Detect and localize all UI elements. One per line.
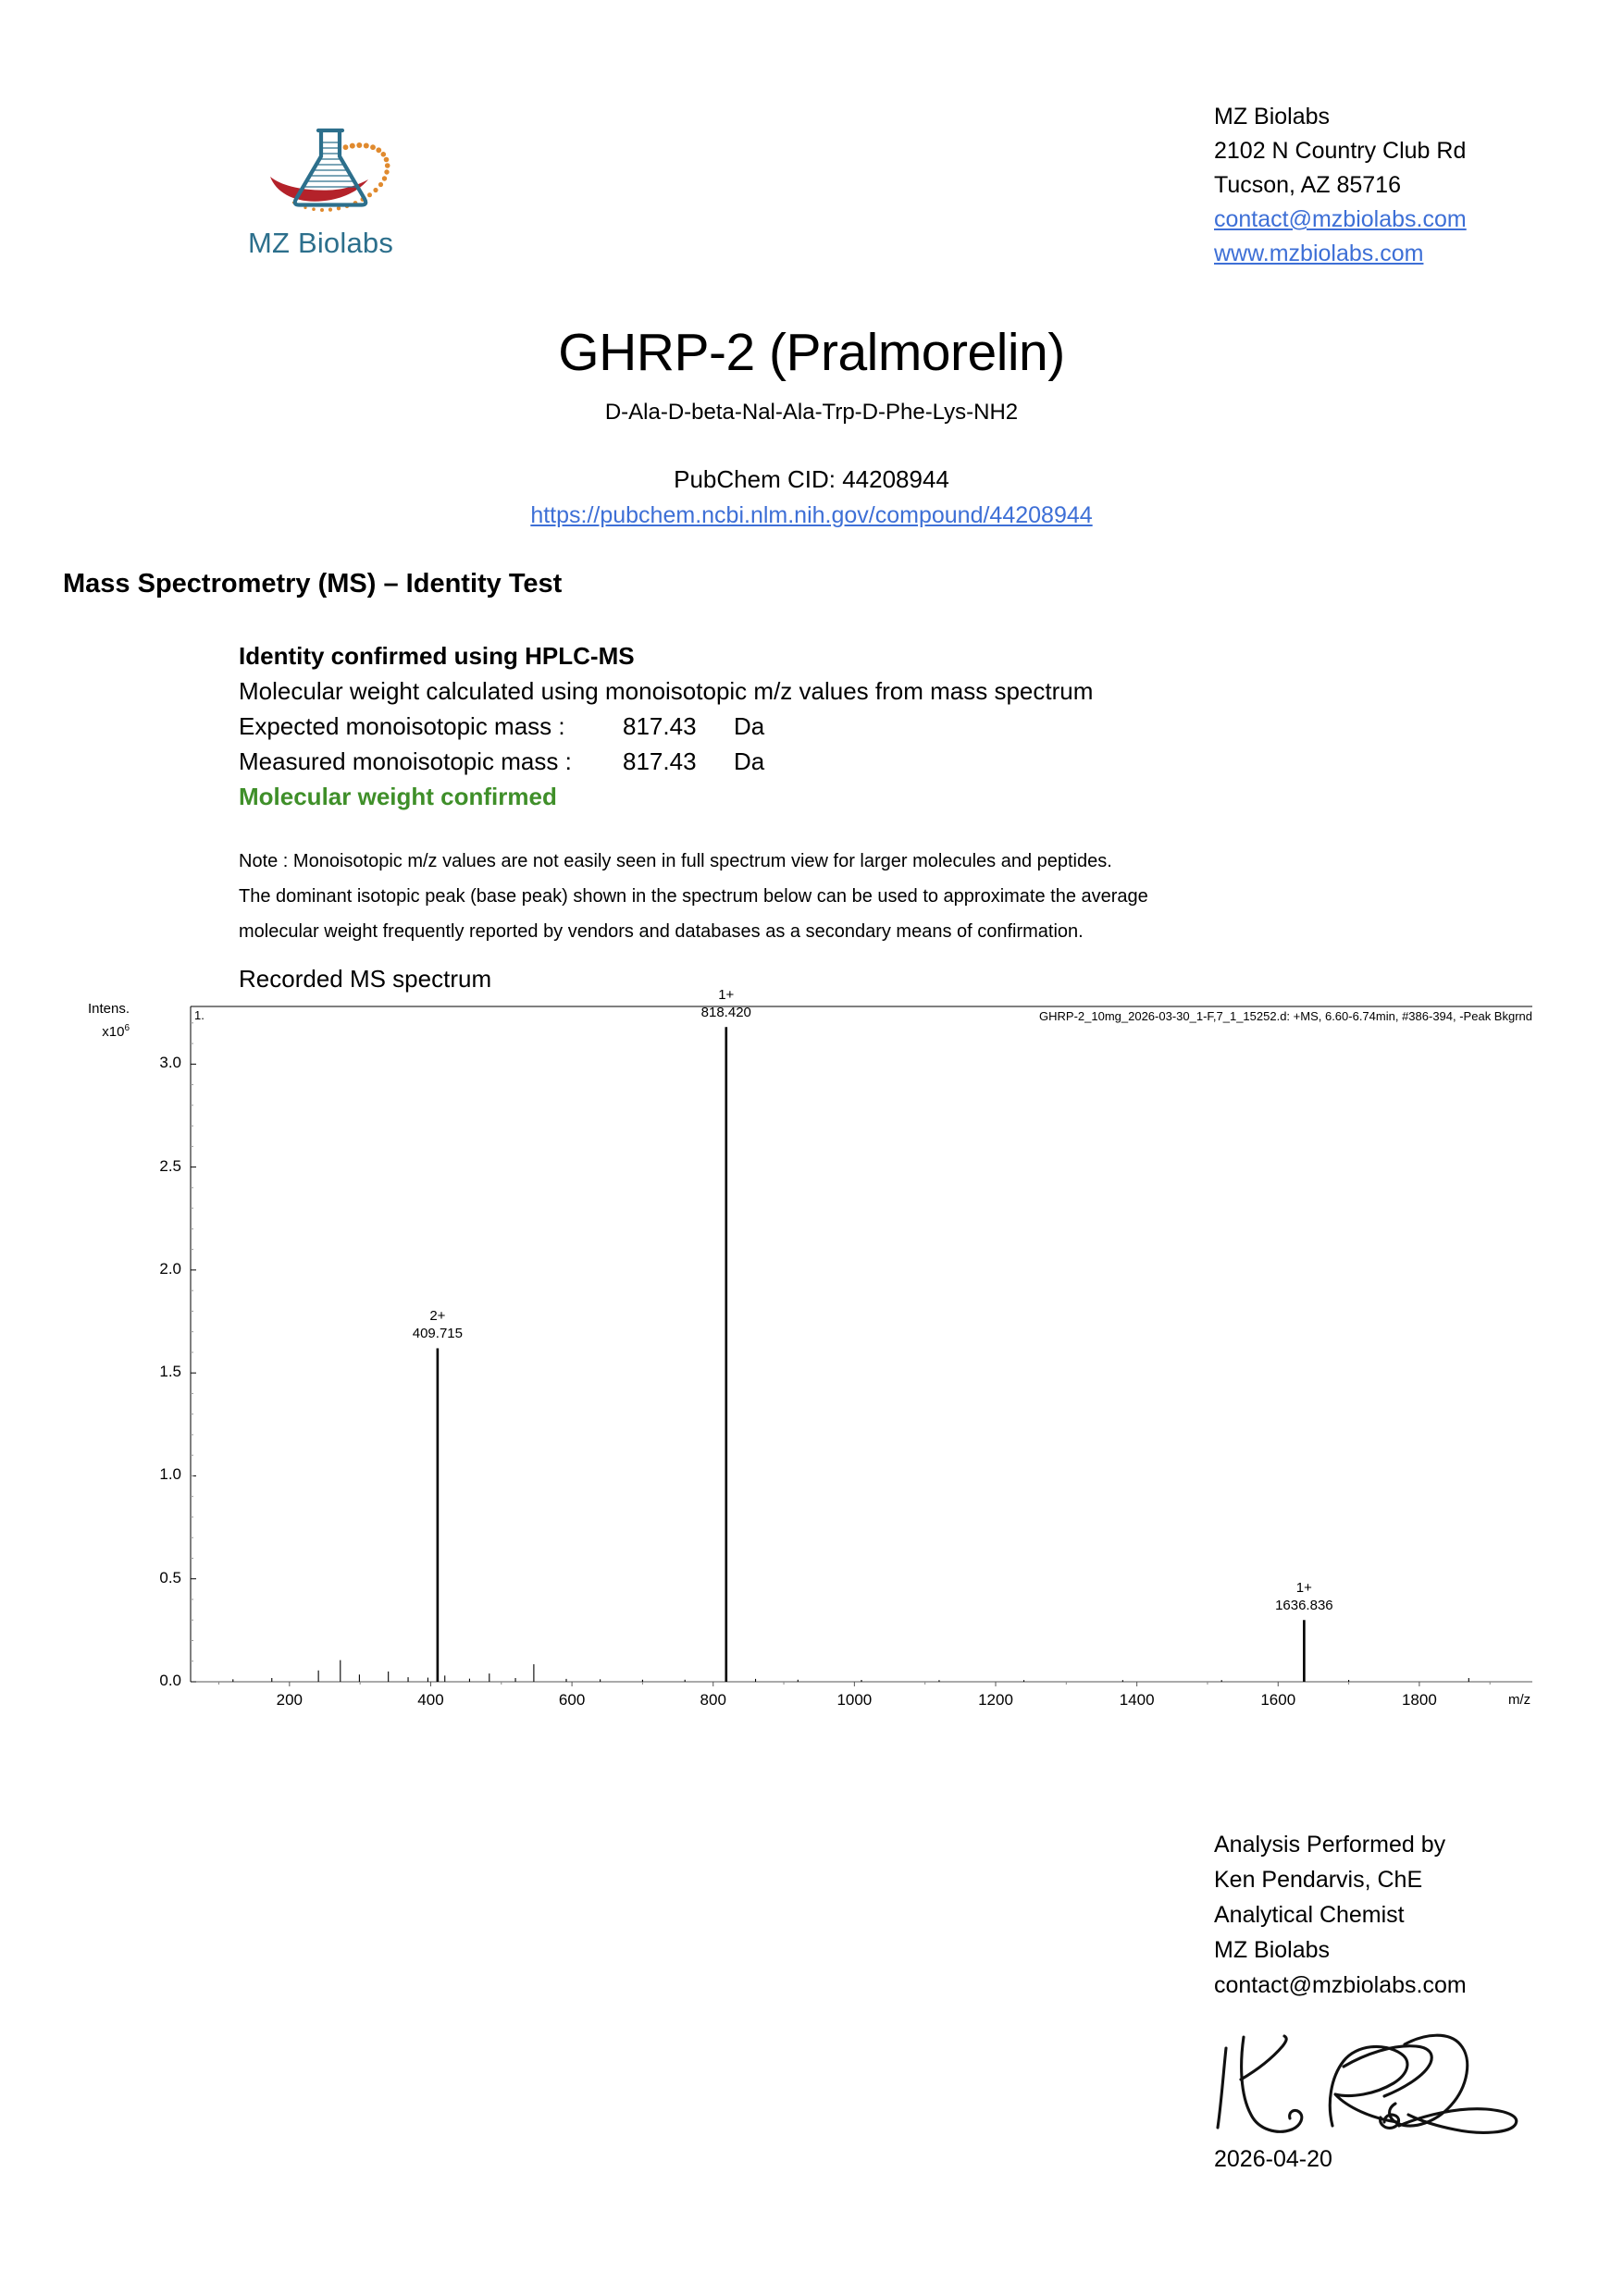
y-axis-tick-label: 1.0 [159,1465,181,1484]
peptide-sequence: D-Ala-D-beta-Nal-Ala-Trp-D-Phe-Lys-NH2 [604,400,1019,425]
expected-mass-label: Expected monoisotopic mass : [239,712,565,740]
logo-wordmark: MZ Biolabs [248,227,394,259]
analyst-name: Ken Pendarvis, ChE [1214,1867,1423,1893]
spectrum-caption: Recorded MS spectrum [239,965,492,993]
peak-mz: 1636.836 [1275,1598,1333,1614]
note-line-3: molecular weight frequently reported by vendors and databases as a secondary means of confirmation. [239,921,1084,942]
measured-mass-value: 817.43 [623,747,697,775]
x-axis-tick-label: 400 [417,1691,444,1709]
x-axis-tick-label: 200 [276,1691,304,1709]
x-axis-tick-label: 600 [558,1691,586,1709]
y-axis-top-partial-tick: 1. [194,1008,204,1022]
company-address-block [1214,100,1467,271]
conclusion-status: Molecular weight confirmed [239,783,557,810]
y-axis-tick-label: 1.5 [159,1363,181,1381]
results-block [239,638,1349,814]
measured-mass-label: Measured monoisotopic mass : [239,747,572,775]
expected-mass-unit: Da [734,712,765,740]
intensity-axis-label: Intens. [87,1001,130,1017]
pubchem-url-link[interactable]: https://pubchem.ncbi.nlm.nih.gov/compound/44208944 [530,502,1093,528]
intensity-exponent: 6 [124,1023,130,1033]
company-name: MZ Biolabs [1214,104,1331,130]
expected-mass-value: 817.43 [623,712,697,740]
y-axis-tick-label: 2.5 [159,1156,181,1175]
signature-date: 2026-04-20 [1214,2146,1332,2172]
x-axis-tick-label: 1200 [978,1691,1013,1709]
analyst-role: Analytical Chemist [1214,1902,1405,1928]
signature-image [1203,2026,1555,2151]
peak-charge: 2+ [429,1308,446,1325]
x-axis-tick-label: 1800 [1401,1691,1437,1709]
y-axis-tick-label: 0.5 [159,1568,181,1586]
peak-mz: 818.420 [700,1005,751,1021]
mass-spectrum-chart [72,987,1534,1709]
company-street: 2102 N Country Club Rd [1214,138,1467,164]
peak-label [354,1307,521,1342]
y-axis-tick-label: 3.0 [159,1054,181,1072]
analyst-company: MZ Biolabs [1214,1937,1331,1963]
measured-mass-row [239,744,1349,779]
flask-logo-icon [265,118,427,225]
measured-mass-unit: Da [734,747,765,775]
pubchem-cid: PubChem CID: 44208944 [674,465,949,493]
company-logo [248,118,452,260]
company-city-state-zip: Tucson, AZ 85716 [1214,172,1401,198]
expected-mass-row [239,709,1349,744]
page-title: GHRP-2 (Pralmorelin) [558,323,1065,382]
x-axis-tick-label: 800 [700,1691,726,1709]
note-paragraph [239,844,1284,949]
peak-charge: 1+ [1295,1580,1312,1597]
note-line-1: Note : Monoisotopic m/z values are not easily seen in full spectrum view for larger molecules and peptides. [239,851,1112,871]
section-heading: Mass Spectrometry (MS) – Identity Test [63,569,563,599]
company-email-link[interactable]: contact@mzbiolabs.com [1214,206,1467,232]
note-line-2: The dominant isotopic peak (base peak) shown in the spectrum below can be used to approximate the average [239,886,1148,907]
peak-charge: 1+ [718,987,735,1004]
x-axis-tick-label: 1600 [1260,1691,1296,1709]
y-axis-tick-label: 2.0 [159,1259,181,1278]
spectrum-file-annotation: GHRP-2_10mg_2026-03-30_1-F,7_1_15252.d: +MS, 6.60-6.74min, #386-394, -Peak Bkgrnd [1039,1009,1532,1023]
x-axis-tick-label: 1000 [836,1691,873,1709]
x-axis-tick-label: 1400 [1119,1691,1155,1709]
y-axis-tick-label: 0.0 [159,1672,181,1689]
analysis-performed-by: Analysis Performed by [1214,1832,1446,1858]
analyst-email: contact@mzbiolabs.com [1214,1972,1467,1998]
analyst-block [1214,1827,1467,2003]
company-website-link[interactable]: www.mzbiolabs.com [1214,241,1424,266]
peak-label [1220,1579,1387,1614]
intensity-scale-label: x10 [102,1024,125,1040]
peak-label [643,986,810,1021]
x-axis-title: m/z [1508,1692,1531,1708]
method-note: Molecular weight calculated using monoisotopic m/z values from mass spectrum [239,677,1094,705]
identity-headline: Identity confirmed using HPLC-MS [239,642,635,670]
peak-mz: 409.715 [412,1326,463,1342]
